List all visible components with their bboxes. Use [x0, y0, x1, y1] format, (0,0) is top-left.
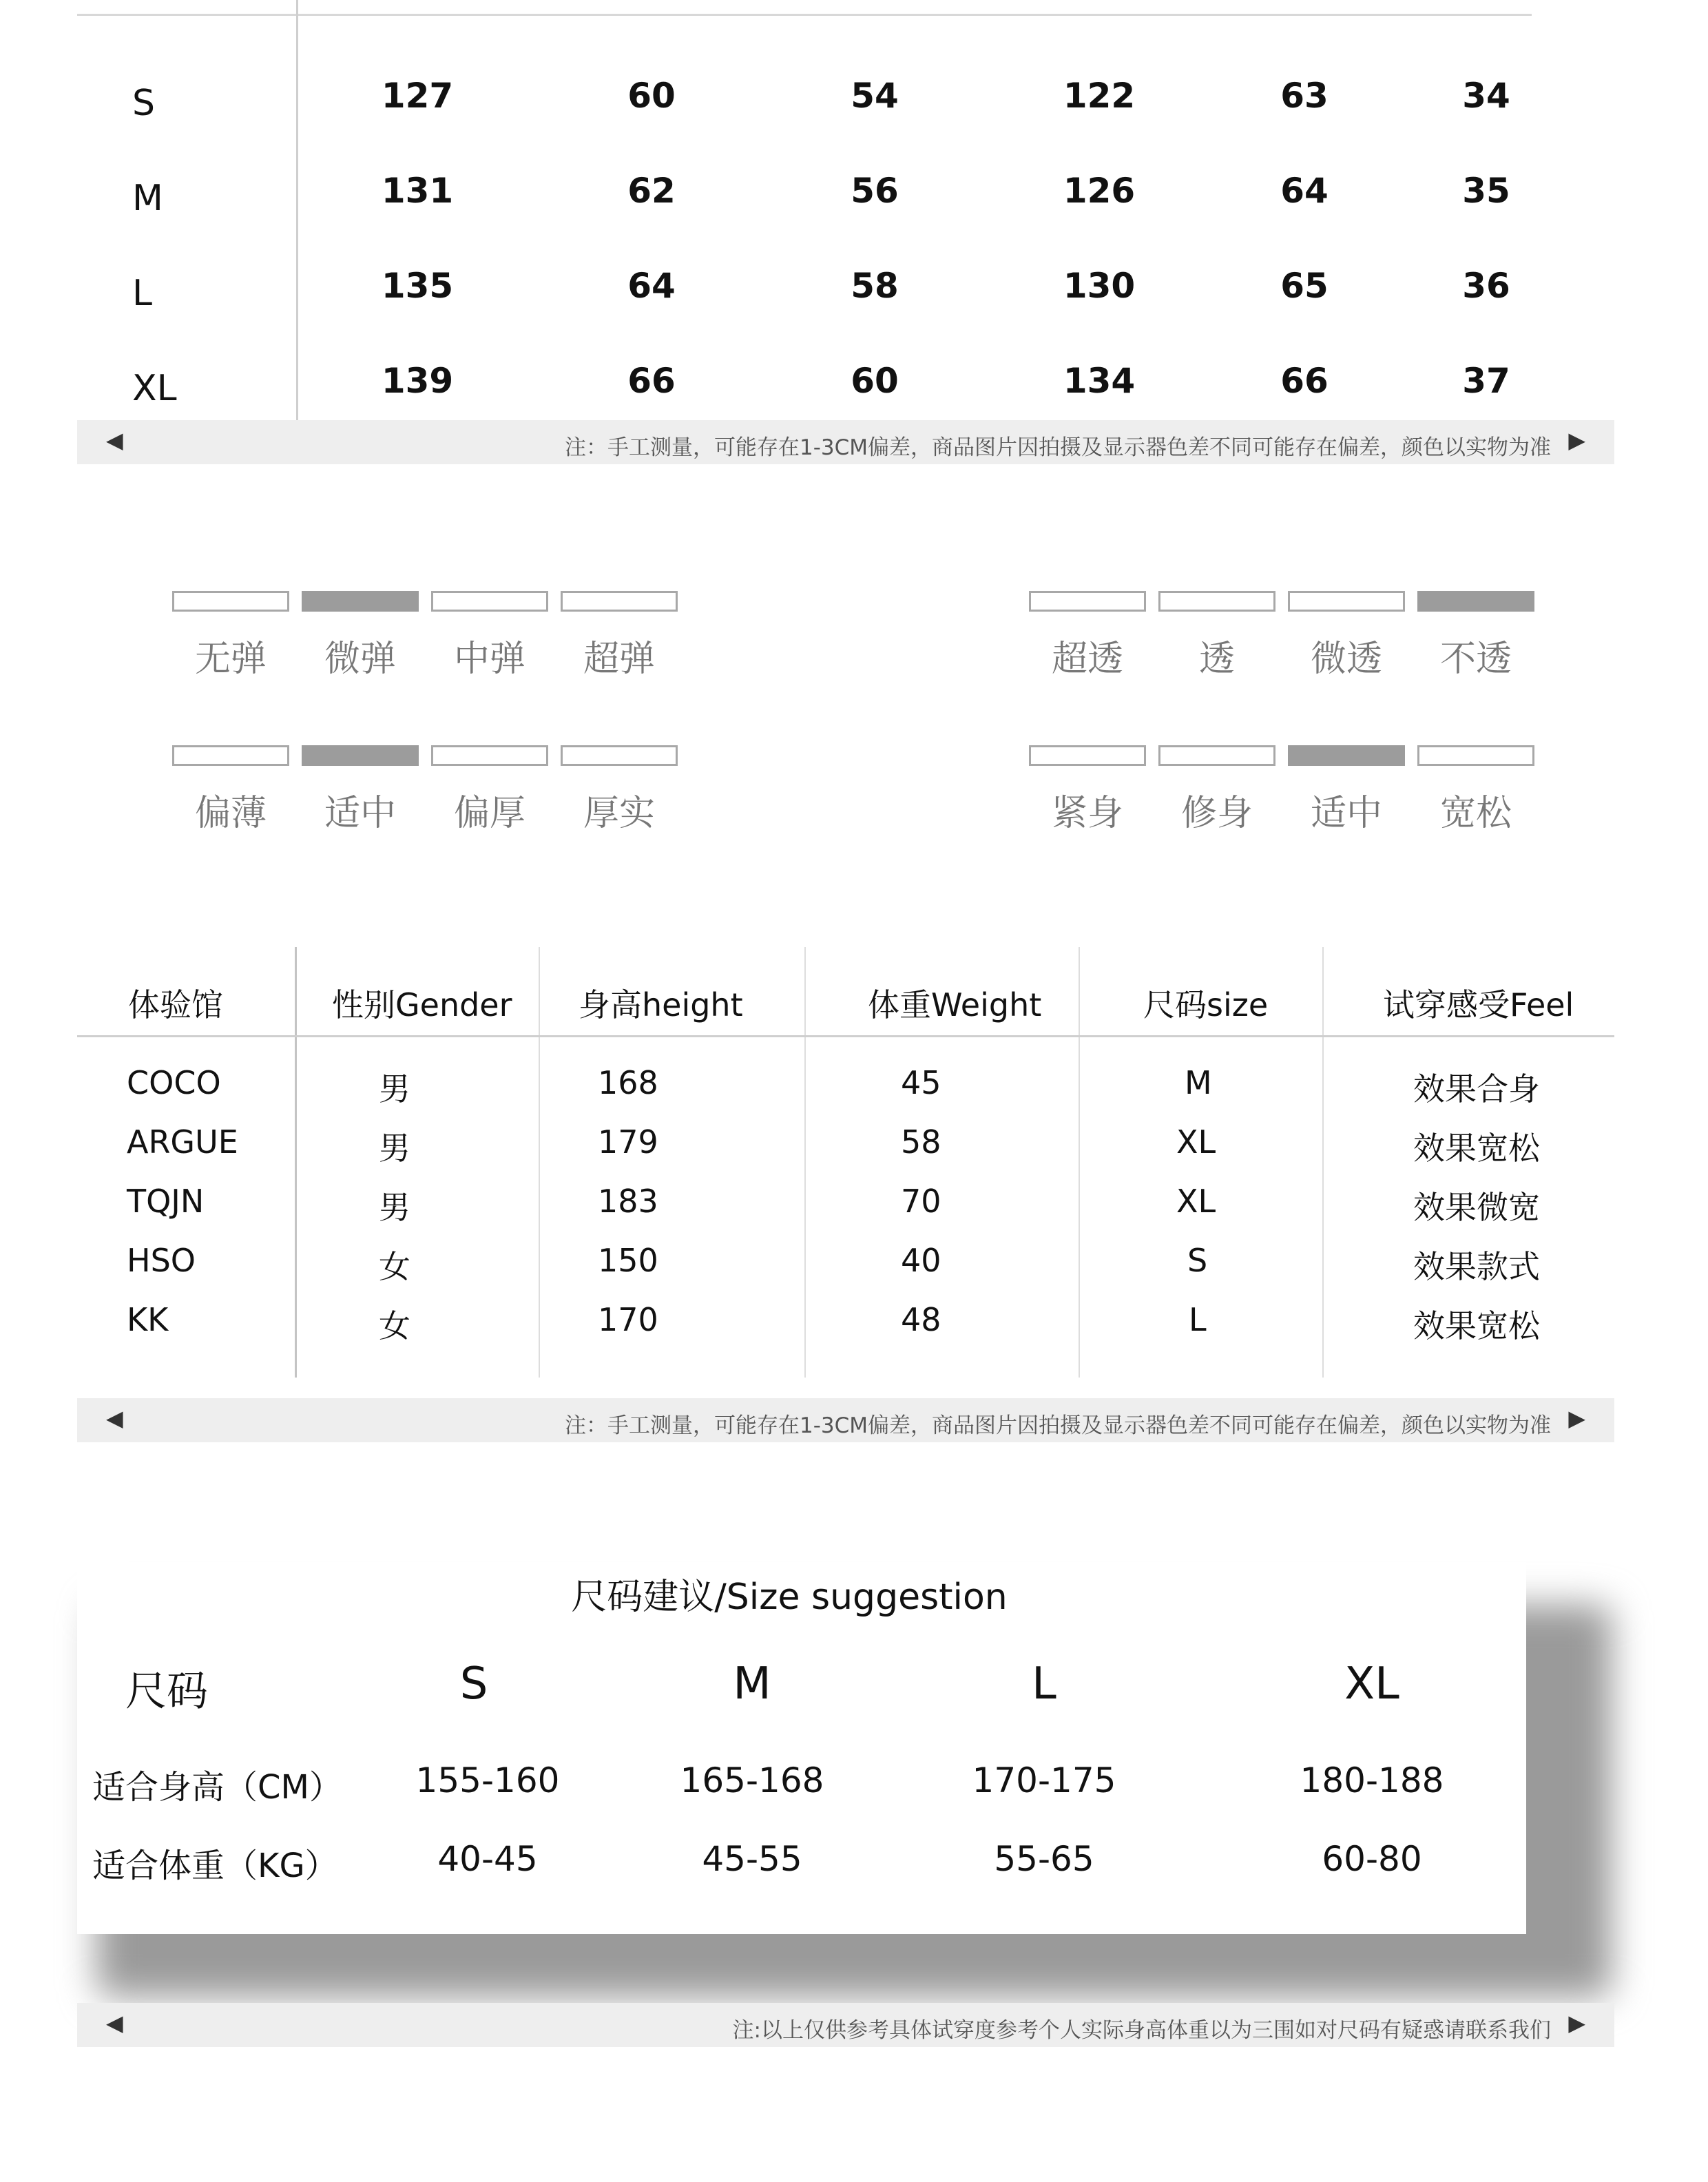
suggested-height: 180-188	[1300, 1760, 1444, 1800]
scale-option-label: 紧身	[1051, 793, 1123, 834]
elasticity-scale	[172, 591, 696, 708]
size-row-xl	[77, 347, 1532, 416]
fit-scale	[1029, 745, 1552, 862]
measurement-value: 127	[381, 76, 454, 116]
size-label: S	[132, 83, 156, 124]
suggestion-title: 尺码建议/Size suggestion	[571, 1577, 1008, 1618]
table-column-divider	[1079, 947, 1080, 1378]
scale-segment	[561, 745, 678, 766]
thickness-scale	[172, 745, 696, 862]
measurement-value: 60	[851, 361, 899, 401]
scale-option-label: 适中	[1310, 793, 1382, 834]
measurement-value: 35	[1462, 171, 1510, 211]
scale-option-label: 偏薄	[194, 793, 267, 834]
transparency-scale	[1029, 591, 1552, 708]
measurement-value: 130	[1063, 266, 1136, 306]
scale-segment	[1417, 591, 1534, 612]
scale-option-label: 偏厚	[453, 793, 525, 834]
tryon-weight: 40	[901, 1242, 941, 1279]
scale-segment	[561, 591, 678, 612]
measurement-value: 122	[1063, 76, 1136, 116]
scale-segment	[1029, 591, 1146, 612]
tryon-feel: 效果合身	[1413, 1070, 1540, 1108]
tryon-height: 183	[598, 1183, 658, 1220]
tryon-name: TQJN	[127, 1183, 205, 1220]
suggested-height: 165-168	[680, 1760, 824, 1800]
tryon-weight: 48	[901, 1301, 941, 1338]
scale-option-label: 微弹	[324, 638, 396, 680]
measurement-note-text: 注：手工测量，可能存在1-3CM偏差，商品图片因拍摄及显示器色差不同可能存在偏差，颜色以实物为准	[564, 1413, 1551, 1438]
measurement-value: 139	[381, 361, 454, 401]
column-header: 身高height	[579, 986, 743, 1024]
scroll-right-arrow-icon[interactable]: ▶	[1568, 1405, 1585, 1431]
tryon-feel: 效果宽松	[1413, 1130, 1540, 1167]
measurement-value: 36	[1462, 266, 1510, 306]
tryon-size: XL	[1176, 1183, 1216, 1220]
measurement-value: 131	[381, 171, 454, 211]
tryon-weight: 45	[901, 1064, 941, 1101]
measurement-value: 60	[627, 76, 676, 116]
scale-segment	[1288, 591, 1405, 612]
tryon-name: KK	[127, 1301, 169, 1338]
table-column-divider	[295, 947, 297, 1378]
size-row-l	[77, 252, 1532, 321]
measurement-value: 58	[851, 266, 899, 306]
measurement-value: 54	[851, 76, 899, 116]
scale-option-label: 不透	[1439, 638, 1512, 680]
column-header: 试穿感受Feel	[1383, 986, 1574, 1024]
tryon-height: 179	[598, 1123, 658, 1161]
measurement-note-text: 注：手工测量，可能存在1-3CM偏差，商品图片因拍摄及显示器色差不同可能存在偏差，颜色以实物为准	[564, 435, 1551, 460]
measurement-value: 126	[1063, 171, 1136, 211]
size-label: L	[132, 273, 152, 314]
measurement-value: 63	[1280, 76, 1329, 116]
scale-option-label: 超弹	[583, 638, 655, 680]
column-header: 性别Gender	[332, 986, 512, 1024]
tryon-size: S	[1187, 1242, 1208, 1279]
table-column-divider	[804, 947, 806, 1378]
table-column-divider	[1322, 947, 1324, 1378]
measurement-value: 62	[627, 171, 676, 211]
scroll-right-arrow-icon[interactable]: ▶	[1568, 427, 1585, 453]
tryon-gender: 男	[379, 1130, 410, 1167]
column-header: 尺码size	[1143, 986, 1269, 1024]
tryon-size: L	[1189, 1301, 1207, 1338]
tryon-name: COCO	[127, 1064, 221, 1101]
measurement-value: 64	[627, 266, 676, 306]
measurement-value: 64	[1280, 171, 1329, 211]
scale-option-label: 修身	[1180, 793, 1253, 834]
scale-segment	[1029, 745, 1146, 766]
tryon-name: HSO	[127, 1242, 196, 1279]
weight-row-label: 适合体重（KG）	[92, 1847, 338, 1885]
tryon-height: 150	[598, 1242, 658, 1279]
tryon-table	[77, 947, 1614, 1378]
scale-option-label: 中弹	[453, 638, 525, 680]
table-column-divider	[539, 947, 540, 1378]
tryon-feel: 效果宽松	[1413, 1307, 1540, 1344]
column-header: 体重Weight	[868, 986, 1042, 1024]
suggested-height: 155-160	[415, 1760, 560, 1800]
table-header-divider	[77, 1035, 1614, 1037]
tryon-height: 170	[598, 1301, 658, 1338]
suggestion-note-bar	[77, 2003, 1614, 2047]
scale-segment	[302, 745, 419, 766]
size-row-s	[77, 62, 1532, 131]
tryon-size: XL	[1176, 1123, 1216, 1161]
tryon-height: 168	[598, 1064, 658, 1101]
scroll-left-arrow-icon[interactable]: ◀	[106, 2010, 123, 2036]
table-top-divider	[77, 14, 1532, 16]
scroll-right-arrow-icon[interactable]: ▶	[1568, 2010, 1585, 2036]
scale-option-label: 无弹	[194, 638, 267, 680]
scroll-left-arrow-icon[interactable]: ◀	[106, 1405, 123, 1431]
measurement-value: 34	[1462, 76, 1510, 116]
measurement-value: 37	[1462, 361, 1510, 401]
column-header: 体验馆	[128, 986, 223, 1024]
measurement-value: 66	[1280, 361, 1329, 401]
suggested-weight: 55-65	[994, 1839, 1094, 1879]
scale-segment	[172, 745, 289, 766]
measurement-value: 65	[1280, 266, 1329, 306]
measurement-value: 135	[381, 266, 454, 306]
tryon-weight: 58	[901, 1123, 941, 1161]
scale-segment	[431, 591, 548, 612]
measurement-note-bar	[77, 420, 1614, 464]
scale-option-label: 透	[1198, 638, 1235, 680]
scale-option-label: 适中	[324, 793, 396, 834]
tryon-feel: 效果款式	[1413, 1248, 1540, 1285]
measurement-value: 134	[1063, 361, 1136, 401]
height-row-label: 适合身高（CM）	[92, 1768, 342, 1807]
measurement-note-bar	[77, 1398, 1614, 1442]
size-row-label: 尺码	[125, 1667, 208, 1716]
scale-segment	[1288, 745, 1405, 766]
measurement-value: 56	[851, 171, 899, 211]
tryon-name: ARGUE	[127, 1123, 238, 1161]
tryon-weight: 70	[901, 1183, 941, 1220]
size-row-m	[77, 157, 1532, 226]
tryon-gender: 女	[379, 1307, 410, 1344]
tryon-size: M	[1185, 1064, 1212, 1101]
tryon-feel: 效果微宽	[1413, 1189, 1540, 1226]
scale-segment	[1158, 745, 1275, 766]
scale-segment	[302, 591, 419, 612]
scale-segment	[172, 591, 289, 612]
scale-option-label: 微透	[1310, 638, 1382, 680]
tryon-gender: 男	[379, 1070, 410, 1108]
suggested-height: 170-175	[972, 1760, 1116, 1800]
suggestion-size: L	[1032, 1659, 1056, 1710]
scale-segment	[1417, 745, 1534, 766]
tryon-gender: 女	[379, 1248, 410, 1285]
suggestion-size: M	[733, 1659, 771, 1710]
scale-option-label: 超透	[1051, 638, 1123, 680]
size-chart-table	[77, 0, 1532, 424]
tryon-gender: 男	[379, 1189, 410, 1226]
size-suggestion-card	[77, 1562, 1526, 1934]
scroll-left-arrow-icon[interactable]: ◀	[106, 427, 123, 453]
suggestion-size: S	[459, 1659, 488, 1710]
suggested-weight: 45-55	[702, 1839, 802, 1879]
scale-segment	[431, 745, 548, 766]
measurement-value: 66	[627, 361, 676, 401]
suggested-weight: 40-45	[437, 1839, 538, 1879]
scale-option-label: 厚实	[583, 793, 655, 834]
size-label: M	[132, 178, 163, 219]
scale-option-label: 宽松	[1439, 793, 1512, 834]
scale-segment	[1158, 591, 1275, 612]
suggestion-size: XL	[1344, 1659, 1399, 1710]
suggested-weight: 60-80	[1322, 1839, 1422, 1879]
size-label: XL	[132, 368, 177, 409]
suggestion-note-text: 注:以上仅供参考具体试穿度参考个人实际身高体重以为三围如对尺码有疑惑请联系我们	[732, 2018, 1551, 2043]
